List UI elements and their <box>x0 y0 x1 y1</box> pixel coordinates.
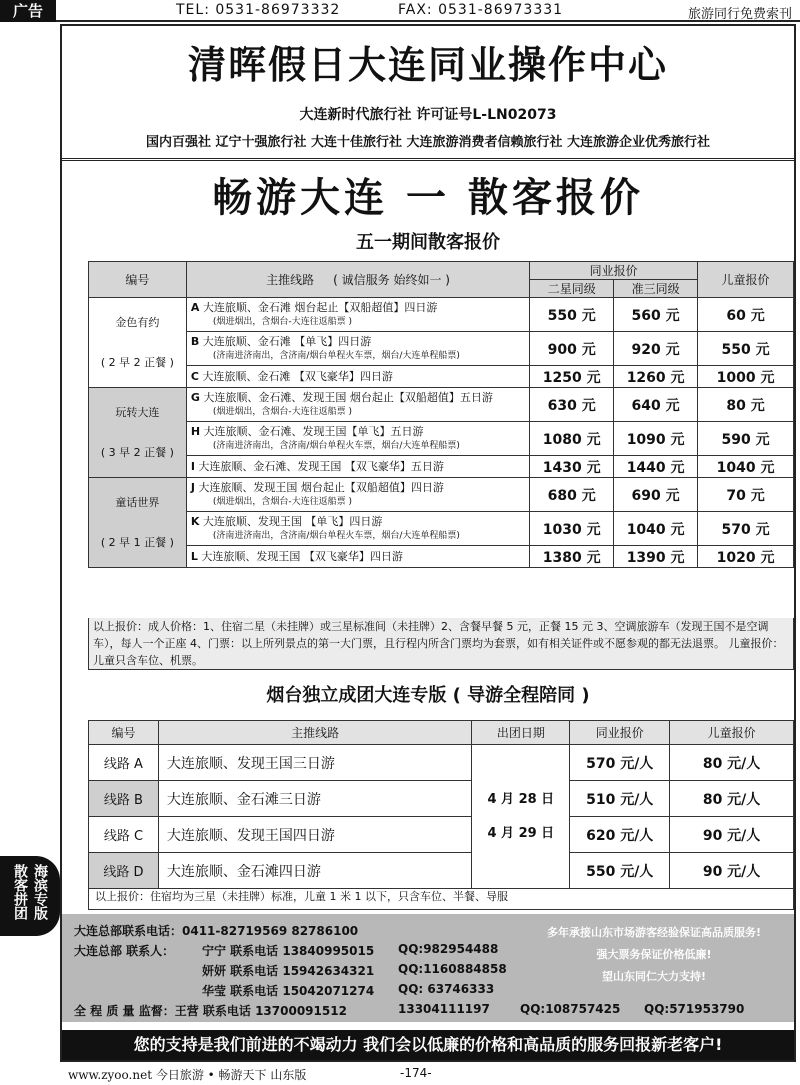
contact-person: 宁宁 联系电话 13840995015 <box>202 944 375 958</box>
contact-person: 华莹 联系电话 15042071274 <box>202 984 375 998</box>
agency-honors: 国内百强社 辽宁十强旅行社 大连十佳旅行社 大连旅游消费者信赖旅行社 大连旅游企业优秀旅行社 <box>145 135 711 150</box>
tel-number: TEL: 0531-86973332 <box>176 2 341 18</box>
col-peer-price: 同业报价 <box>530 262 698 280</box>
table-row: I 大连旅顺、金石滩、发现王国 【双飞豪华】五日游 1430 元 1440 元 1040 元 <box>89 456 794 478</box>
table2-footnote: 以上报价：住宿均为三星（未挂牌）标准，儿童 1 米 1 以下，只含车位、半餐、导服 <box>88 886 794 910</box>
group-label: 玩转大连 ( 3 早 2 正餐 ) <box>89 388 187 478</box>
table1-footnote: 以上报价：成人价格：1、住宿二星（未挂牌）或三星标准间（未挂牌）2、含餐早餐 5 元，正餐 15 元 3、空调旅游车（发现王国不是空调车），每人一个正座 4、门票：以上所列景点的第一大门票，且行程内所含门票均为套票，如有相关证件或不愿参观的都无法退票。 儿童报价：儿童只含车位、机票。 <box>88 618 794 670</box>
table-row: C 大连旅顺、金石滩 【双飞豪华】四日游 1250 元 1260 元 1000 元 <box>89 366 794 388</box>
footer-banner: 您的支持是我们前进的不竭动力 我们会以低廉的价格和高品质的服务回报新老客户! <box>62 1030 794 1060</box>
contact-person: 妍妍 联系电话 15942634321 <box>202 964 375 978</box>
supervisor-qq: QQ:108757425 <box>520 1002 621 1016</box>
table-row: 线路 C 大连旅顺、发现王国四日游 620 元/人 90 元/人 <box>89 817 794 853</box>
col-dates: 出团日期 <box>472 721 570 745</box>
group-label: 童话世界 ( 2 早 1 正餐 ) <box>89 478 187 568</box>
page-number: -174- <box>400 1066 432 1080</box>
col-route-slogan: ( 诚信服务 始终如一 ) <box>333 273 450 287</box>
fax-number: FAX: 0531-86973331 <box>398 2 564 18</box>
divider <box>62 158 794 161</box>
table-row: K 大连旅顺、发现王国 【单飞】四日游 (济南进济南出，含济南/烟台单程火车票，烟台/大连单程船票) 1030 元 1040 元 570 元 <box>89 512 794 546</box>
section2-title: 烟台独立成团大连专版 ( 导游全程陪同 ) <box>266 685 590 706</box>
table-row: 线路 A 大连旅顺、发现王国三日游 4 月 28 日 4 月 29 日 570 元/人 80 元/人 <box>89 745 794 781</box>
hq-contact-label: 大连总部 联系人： <box>74 944 175 958</box>
table-row: B 大连旅顺、金石滩 【单飞】四日游 (济南进济南出，含济南/烟台单程火车票，烟台/大连单程船票) 900 元 920 元 550 元 <box>89 332 794 366</box>
contact-qq: QQ:1160884858 <box>398 962 507 976</box>
col-child-price: 儿童报价 <box>670 721 794 745</box>
col-peer-price: 同业报价 <box>570 721 670 745</box>
top-slogan: 旅游同行免费索刊 <box>687 7 792 22</box>
top-bar <box>0 0 800 22</box>
supervisor-phone: 13304111197 <box>398 1002 490 1016</box>
section1-title: 五一期间散客报价 <box>356 232 500 253</box>
table-row: 童话世界 ( 2 早 1 正餐 ) J 大连旅顺、发现王国 烟台起止【双船超值】四日游 (烟进烟出，含烟台-大连往返船票 ) 680 元 690 元 70 元 <box>89 478 794 512</box>
supervisor-qq: QQ:571953790 <box>644 1002 745 1016</box>
side-tab-label: 散客拼团 <box>12 864 28 920</box>
footer-site: www.zyoo.net 今日旅游 • 畅游天下 山东版 <box>68 1068 307 1082</box>
side-tab-label: 海滨专版 <box>32 864 48 920</box>
price-table-1 <box>88 261 794 568</box>
headline: 畅游大连 一 散客报价 <box>212 175 644 221</box>
contact-qq: QQ: 63746333 <box>398 982 495 996</box>
departure-dates: 4 月 28 日 4 月 29 日 <box>472 745 570 889</box>
table-row: 玩转大连 ( 3 早 2 正餐 ) G 大连旅顺、金石滩、发现王国 烟台起止【双船超值】五日游 (烟进烟出，含烟台-大连往返船票 ) 630 元 640 元 80 元 <box>89 388 794 422</box>
col-two-star: 二星同级 <box>530 280 614 298</box>
table-row: 线路 B 大连旅顺、金石滩三日游 510 元/人 80 元/人 <box>89 781 794 817</box>
col-three-star: 准三同级 <box>614 280 698 298</box>
table-row: H 大连旅顺、金石滩、发现王国【单飞】五日游 (济南进济南出，含济南/烟台单程火车票，烟台/大连单程船票) 1080 元 1090 元 590 元 <box>89 422 794 456</box>
col-route: 主推线路 ( 诚信服务 始终如一 ) <box>186 262 529 298</box>
col-code: 编号 <box>89 721 159 745</box>
quality-supervisor: 全 程 质 量 监督：王营 联系电话 13700091512 <box>74 1004 347 1018</box>
ad-badge: 广告 <box>0 0 56 22</box>
hq-phone: 大连总部联系电话：0411-82719569 82786100 <box>74 924 359 938</box>
col-route: 主推线路 <box>158 721 472 745</box>
group-label: 金色有约 ( 2 早 2 正餐 ) <box>89 298 187 388</box>
table-row: 金色有约 ( 2 早 2 正餐 ) A 大连旅顺、金石滩 烟台起止【双船超值】四日游 (烟进烟出，含烟台-大连往返船票 ) 550 元 560 元 60 元 <box>89 298 794 332</box>
col-code: 编号 <box>89 262 187 298</box>
table-row: L 大连旅顺、发现王国 【双飞豪华】四日游 1380 元 1390 元 1020 元 <box>89 546 794 568</box>
col-child-price: 儿童报价 <box>698 262 794 298</box>
contact-qq: QQ:982954488 <box>398 942 499 956</box>
table-row: 线路 D 大连旅顺、金石滩四日游 550 元/人 90 元/人 <box>89 853 794 889</box>
promo-text: 多年承接山东市场游客经验保证高品质服务! 强大票务保证价格低廉! 望山东同仁大力支持! <box>546 926 761 983</box>
page-title: 清晖假日大连同业操作中心 <box>187 43 668 87</box>
side-tab <box>0 856 60 936</box>
price-table-2 <box>88 720 794 889</box>
agency-license: 大连新时代旅行社 许可证号L-LN02073 <box>299 107 557 123</box>
